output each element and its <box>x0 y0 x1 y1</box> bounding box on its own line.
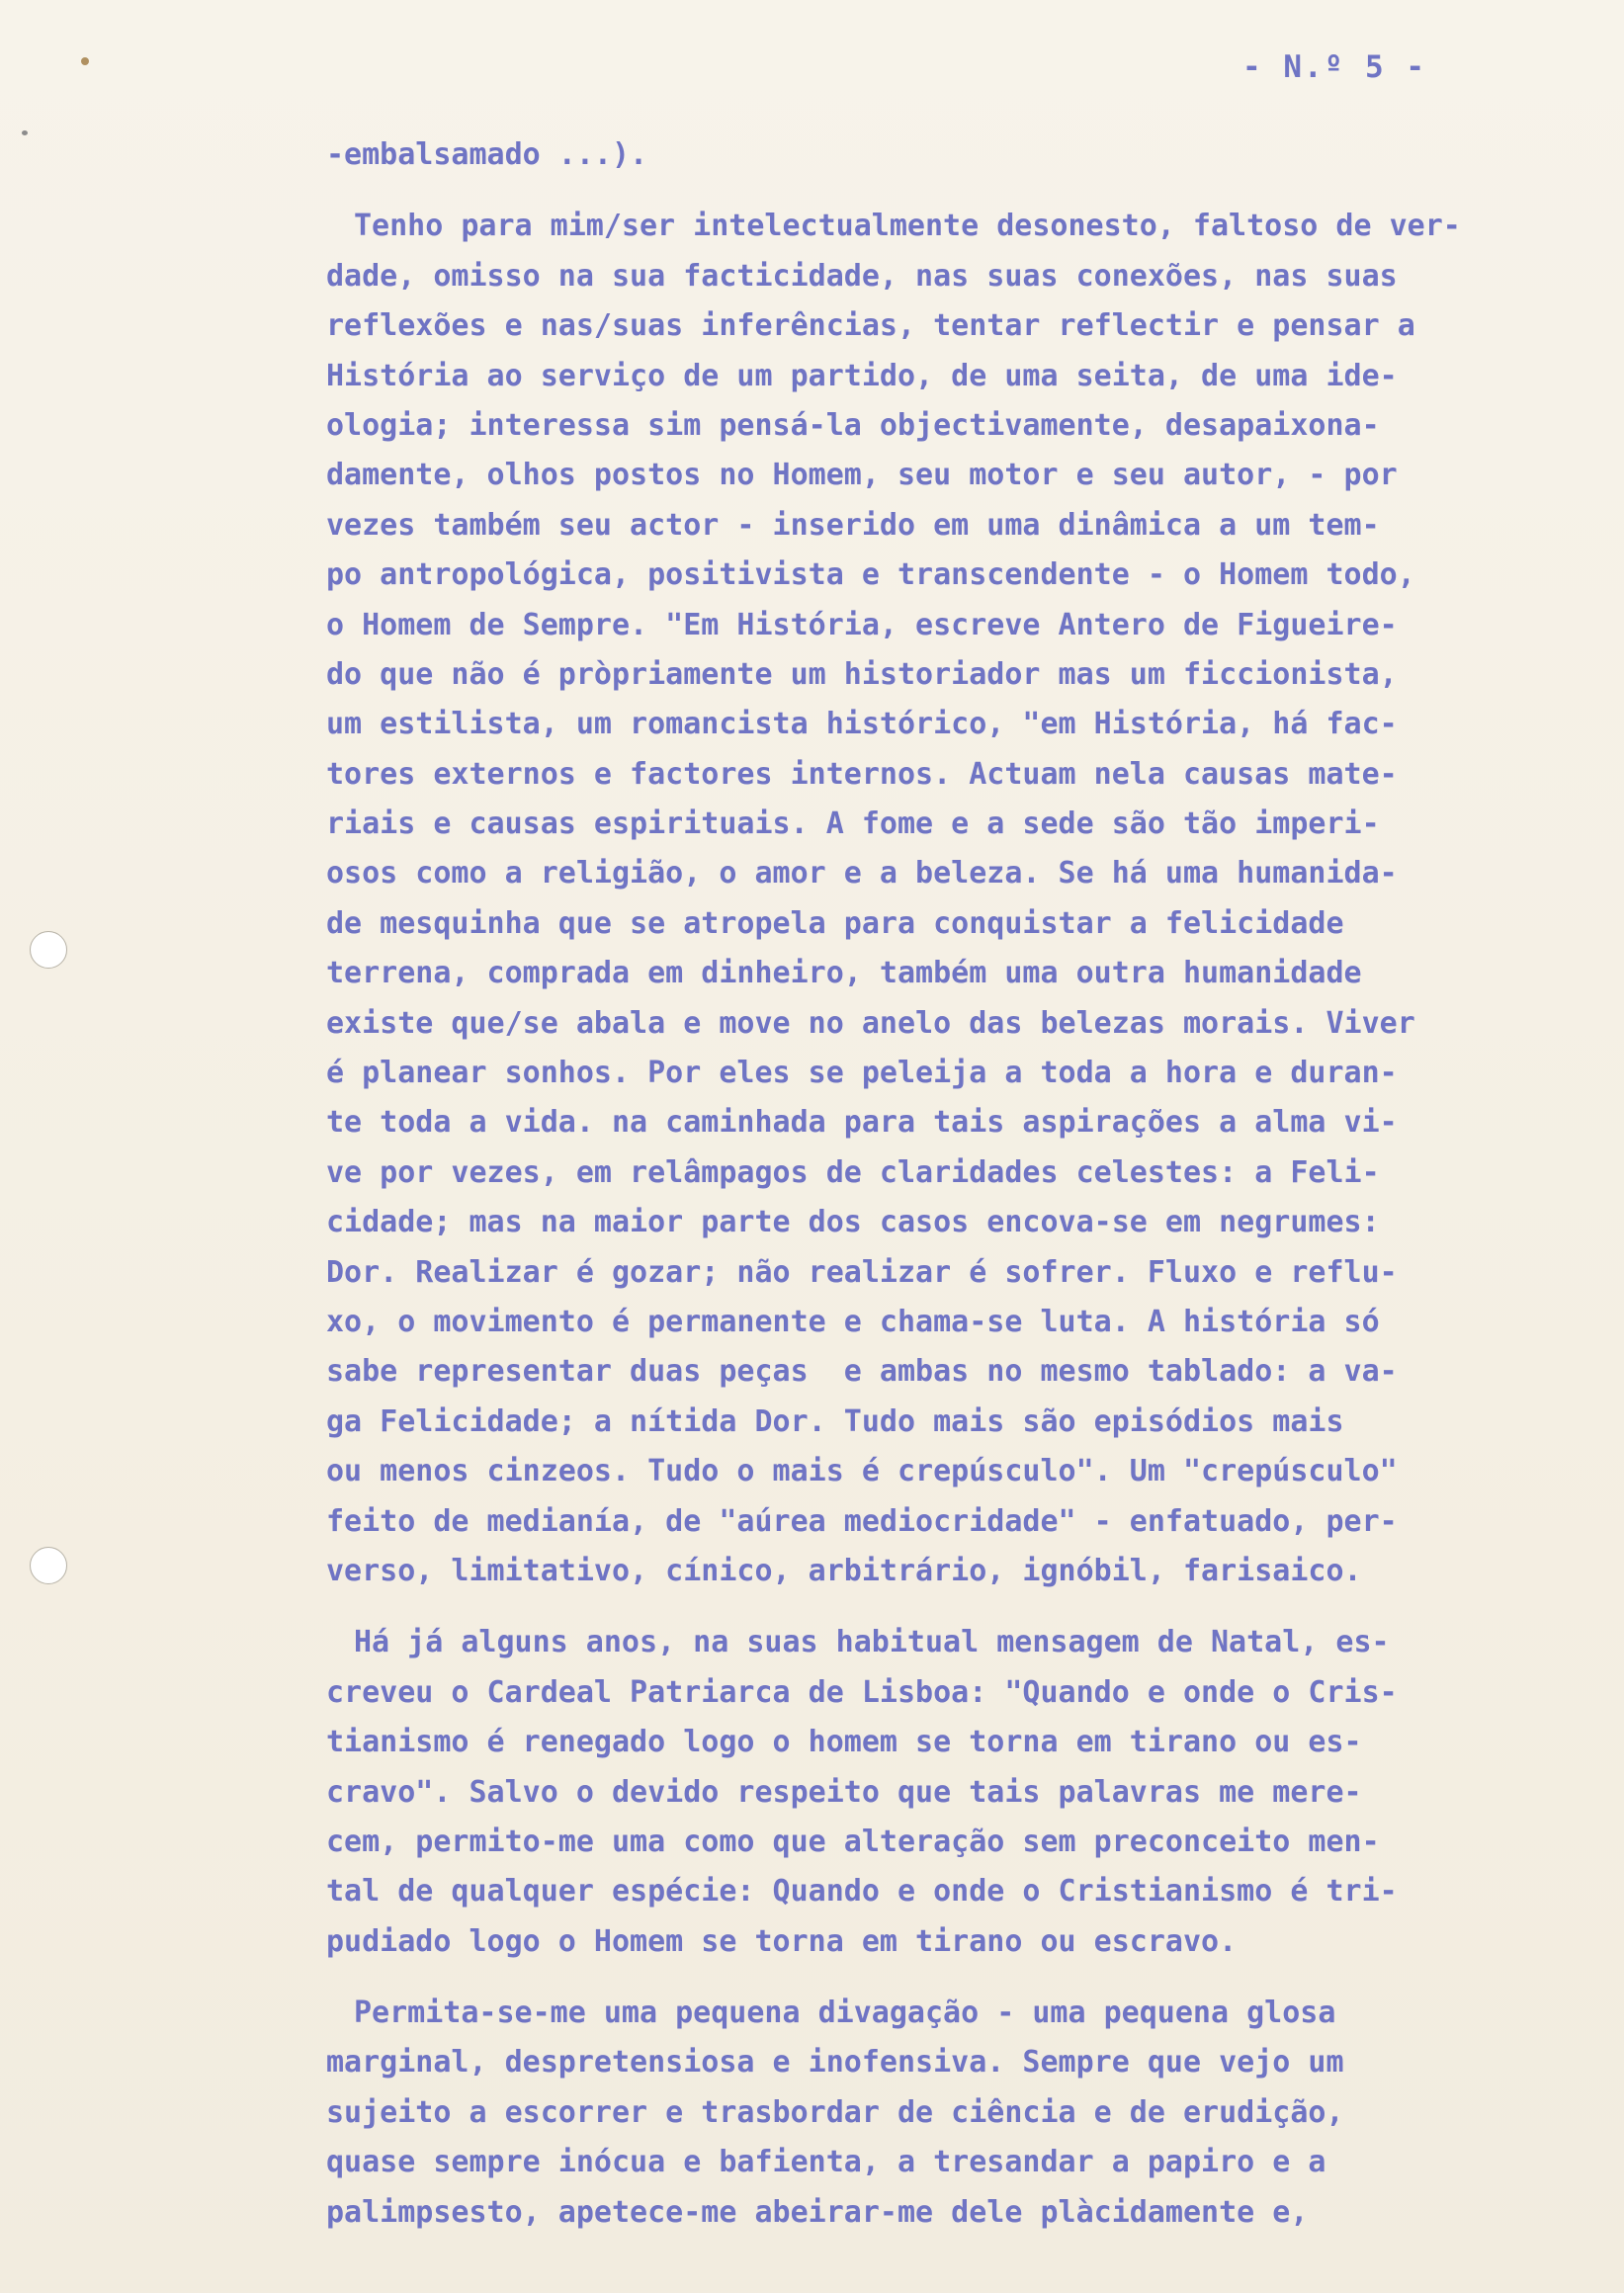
text-line: um estilista, um romancista histórico, "em História, há fac- <box>326 707 1398 742</box>
text-line: riais e causas espirituais. A fome e a sede são tão imperi- <box>326 807 1380 842</box>
text-line: vezes também seu actor - inserido em uma dinâmica a um tem- <box>326 507 1380 543</box>
text-line: ga Felicidade; a nítida Dor. Tudo mais são episódios mais <box>326 1403 1344 1439</box>
text-line: existe que/se abala e move no anelo das belezas morais. Viver <box>326 1005 1415 1041</box>
text-line: sabe representar duas peças e ambas no mesmo tablado: a va- <box>326 1354 1398 1390</box>
punch-hole <box>30 931 67 969</box>
text-line: marginal, despretensiosa e inofensiva. Sempre que vejo um <box>326 2045 1344 2081</box>
text-line: ologia; interessa sim pensá-la objectivamente, desapaixona- <box>326 407 1380 443</box>
text-line: tianismo é renegado logo o homem se torna em tirano ou es- <box>326 1725 1362 1760</box>
text-line: palimpsesto, apetece-me abeirar-me dele plàcidamente e, <box>326 2194 1309 2230</box>
text-line: Permita-se-me uma pequena divagação - uma pequena glosa <box>354 1996 1336 2031</box>
text-line: cem, permito-me uma como que alteração sem preconceito men- <box>326 1824 1380 1859</box>
text-line: Tenho para mim/ser intelectualmente desonesto, faltoso de ver- <box>354 209 1461 244</box>
text-line: xo, o movimento é permanente e chama-se luta. A história só <box>326 1304 1380 1339</box>
text-line: osos como a religião, o amor e a beleza. Se há uma humanida- <box>326 856 1398 892</box>
text-line: Dor. Realizar é gozar; não realizar é sofrer. Fluxo e reflu- <box>326 1254 1398 1290</box>
text-line: reflexões e nas/suas inferências, tentar reflectir e pensar a <box>326 308 1415 344</box>
text-line: po antropológica, positivista e transcendente - o Homem todo, <box>326 557 1415 593</box>
text-line: tores externos e factores internos. Actuam nela causas mate- <box>326 756 1398 792</box>
text-line: tal de qualquer espécie: Quando e onde o Cristianismo é tri- <box>326 1874 1398 1910</box>
text-line: pudiado logo o Homem se torna em tirano ou escravo. <box>326 1923 1238 1959</box>
text-line: creveu o Cardeal Patriarca de Lisboa: "Quando e onde o Cris- <box>326 1674 1398 1710</box>
text-line: ve por vezes, em relâmpagos de claridades celestes: a Feli- <box>326 1154 1380 1190</box>
paper-stain <box>81 57 89 65</box>
punch-hole <box>30 1547 67 1584</box>
text-line: quase sempre inócua e bafienta, a tresandar a papiro e a <box>326 2145 1326 2180</box>
paper-stain <box>22 130 28 135</box>
text-line: damente, olhos postos no Homem, seu motor e seu autor, - por <box>326 458 1398 493</box>
text-line: cidade; mas na maior parte dos casos encova-se em negrumes: <box>326 1205 1380 1240</box>
text-line: verso, limitativo, cínico, arbitrário, ignóbil, farisaico. <box>326 1553 1362 1588</box>
text-line: História ao serviço de um partido, de uma seita, de uma ide- <box>326 358 1398 393</box>
text-line: o Homem de Sempre. "Em História, escreve Antero de Figueire- <box>326 607 1398 642</box>
text-line: -embalsamado ...). <box>326 137 648 172</box>
text-line: feito de medianía, de "aúrea mediocridade" - enfatuado, per- <box>326 1503 1398 1539</box>
text-line: sujeito a escorrer e trasbordar de ciência e de erudição, <box>326 2094 1344 2130</box>
text-line: ou menos cinzeos. Tudo o mais é crepúsculo". Um "crepúsculo" <box>326 1454 1398 1489</box>
typed-text-body <box>326 130 1552 2238</box>
text-line: é planear sonhos. Por eles se peleija a toda a hora e duran- <box>326 1056 1398 1091</box>
text-line: de mesquinha que se atropela para conquistar a felicidade <box>326 905 1344 941</box>
text-line: cravo". Salvo o devido respeito que tais palavras me mere- <box>326 1774 1362 1810</box>
page-number: - N.º 5 - <box>1242 49 1426 85</box>
text-line: do que não é pròpriamente um historiador mas um ficcionista, <box>326 656 1398 692</box>
text-line: terrena, comprada em dinheiro, também uma outra humanidade <box>326 956 1362 991</box>
text-line: Há já alguns anos, na suas habitual mensagem de Natal, es- <box>354 1625 1390 1660</box>
text-line: te toda a vida. na caminhada para tais aspirações a alma vi- <box>326 1105 1398 1141</box>
text-line: dade, omisso na sua facticidade, nas suas conexões, nas suas <box>326 258 1398 294</box>
